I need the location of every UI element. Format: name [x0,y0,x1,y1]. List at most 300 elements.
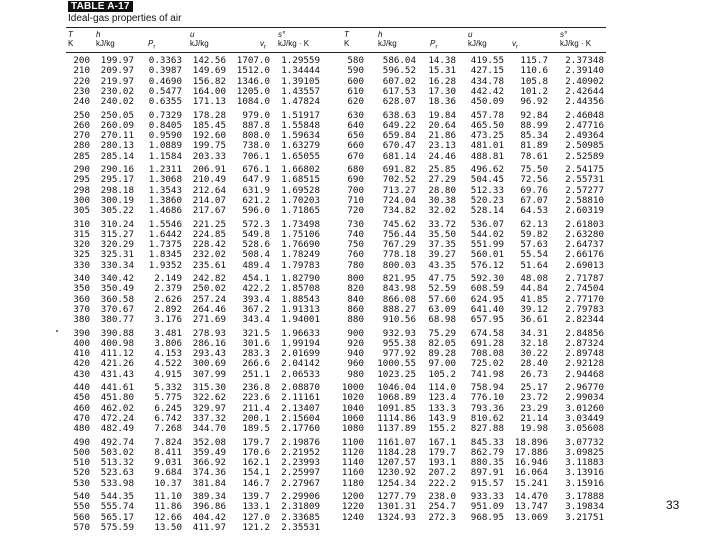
cell-Pr: 1.3068 [148,174,182,186]
cell-h: 691.82 [382,164,416,176]
cell-Pr: 32.02 [428,205,456,217]
cell-vr: 110.6 [520,65,548,77]
cell-u: 210.49 [192,174,226,186]
cell-T: 400 [73,337,90,349]
cell-vr: 343.4 [242,314,270,326]
cell-T: 720 [347,205,364,217]
cell-s0: 3.19834 [565,501,604,513]
cell-u: 496.62 [470,164,504,176]
cell-Pr: 6.742 [154,412,182,424]
cell-T: 315 [73,228,90,240]
cell-u: 149.69 [192,65,226,77]
cell-T: 240 [73,96,90,108]
cell-s0: 1.63279 [281,140,320,152]
cell-h: 400.98 [100,337,134,349]
cell-vr: 69.76 [520,184,548,196]
cell-T: 880 [347,314,364,326]
cell-s0: 2.66176 [565,249,604,261]
cell-u: 286.16 [192,337,226,349]
cell-T: 750 [347,239,364,251]
cell-h: 638.63 [382,109,416,121]
cell-vr: 596.0 [242,205,270,217]
cell-h: 340.42 [100,273,134,285]
cell-Pr: 105.2 [428,368,456,380]
cell-u: 845.33 [470,436,504,448]
cell-T: 210 [73,65,90,77]
cell-Pr: 19.84 [428,109,456,121]
cell-T: 200 [73,55,90,66]
cell-h: 932.93 [382,327,416,339]
cell-s0: 1.75106 [281,228,320,240]
cell-Pr: 1.9352 [148,259,182,271]
cell-vr: 422.2 [242,283,270,295]
cell-Pr: 2.892 [154,303,182,315]
cell-vr: 59.82 [520,228,548,240]
cell-s0: 2.44356 [565,96,604,108]
cell-s0: 1.43557 [281,85,320,97]
cell-h: 350.49 [100,283,134,295]
cell-Pr: 2.379 [154,283,182,295]
cell-u: 536.07 [470,218,504,230]
cell-T: 590 [347,65,364,77]
cell-u: 641.40 [470,303,504,315]
cell-Pr: 15.31 [428,65,456,77]
cell-u: 329.97 [192,402,226,414]
cell-u: 488.81 [470,150,504,162]
cell-vr: 1084.0 [236,96,270,108]
cell-s0: 1.69528 [281,184,320,196]
cell-s0: 2.87324 [565,337,604,349]
cell-Pr: 37.35 [428,239,456,251]
cell-s0: 2.99034 [565,392,604,404]
cell-vr: 28.40 [520,358,548,370]
header-s0-left: s° kJ/kg · K [278,30,310,48]
cell-u: 576.12 [470,259,504,271]
cell-h: 1046.04 [377,382,416,394]
cell-u: 457.78 [470,109,504,121]
cell-vr: 631.9 [242,184,270,196]
cell-T: 1200 [341,491,364,503]
cell-T: 1220 [341,501,364,513]
header-Pr-left: $P_r$ [148,39,156,51]
cell-s0: 2.63280 [565,228,604,240]
cell-T: 730 [347,218,364,230]
cell-T: 1040 [341,402,364,414]
cell-s0: 3.11883 [565,457,604,469]
cell-u: 337.32 [192,412,226,424]
cell-s0: 2.61803 [565,218,604,230]
cell-Pr: 43.35 [428,259,456,271]
cell-s0: 2.55731 [565,174,604,186]
cell-vr: 1707.0 [236,55,270,66]
cell-h: 421.26 [100,358,134,370]
cell-T: 620 [347,96,364,108]
cell-h: 575.59 [100,521,134,533]
cell-h: 298.18 [100,184,134,196]
cell-vr: 19.98 [520,423,548,435]
cell-T: 940 [347,348,364,360]
cell-T: 360 [73,293,90,305]
cell-s0: 2.89748 [565,348,604,360]
cell-Pr: 238.0 [428,491,456,503]
header-bottom-rule [66,52,606,53]
cell-vr: 676.1 [242,164,270,176]
cell-Pr: 39.27 [428,249,456,261]
cell-T: 1180 [341,477,364,489]
cell-vr: 64.53 [520,205,548,217]
cell-T: 250 [73,109,90,121]
cell-u: 608.59 [470,283,504,295]
cell-h: 1137.89 [377,423,416,435]
cell-u: 156.82 [192,75,226,87]
cell-s0: 1.85708 [281,283,320,295]
cell-Pr: 52.59 [428,283,456,295]
cell-Pr: 123.4 [428,392,456,404]
cell-h: 734.82 [382,205,416,217]
cell-vr: 393.4 [242,293,270,305]
cell-Pr: 155.2 [428,423,456,435]
cell-u: 434.78 [470,75,504,87]
cell-s0: 2.35531 [281,521,320,533]
cell-h: 482.49 [100,423,134,435]
cell-u: 381.84 [192,477,226,489]
cell-vr: 78.61 [520,150,548,162]
cell-T: 570 [73,521,90,533]
cell-T: 610 [347,85,364,97]
cell-u: 897.91 [470,467,504,479]
cell-s0: 2.84856 [565,327,604,339]
cell-T: 305 [73,205,90,217]
cell-u: 450.09 [470,96,504,108]
cell-Pr: 114.0 [428,382,456,394]
cell-T: 960 [347,358,364,370]
cell-s0: 2.58810 [565,194,604,206]
cell-s0: 3.09825 [565,446,604,458]
header-vr-right: $v_r$ [512,39,518,51]
cell-h: 285.14 [100,150,134,162]
header-Pr-right: $P_r$ [430,39,438,51]
cell-T: 690 [347,174,364,186]
cell-u: 300.69 [192,358,226,370]
cell-s0: 2.27967 [281,477,320,489]
cell-Pr: 2.149 [154,273,182,285]
cell-vr: 105.8 [520,75,548,87]
cell-vr: 179.7 [242,436,270,448]
cell-Pr: 254.7 [428,501,456,513]
cell-vr: 887.8 [242,119,270,131]
cell-u: 465.50 [470,119,504,131]
cell-h: 260.09 [100,119,134,131]
cell-s0: 3.13916 [565,467,604,479]
cell-s0: 2.15604 [281,412,320,424]
cell-s0: 1.55848 [281,119,320,131]
cell-vr: 101.2 [520,85,548,97]
cell-s0: 2.13407 [281,402,320,414]
cell-u: 951.09 [470,501,504,513]
cell-u: 810.62 [470,412,504,424]
cell-Pr: 68.98 [428,314,456,326]
cell-Pr: 28.80 [428,184,456,196]
cell-vr: 36.61 [520,314,548,326]
cell-h: 240.02 [100,96,134,108]
cell-vr: 13.069 [514,511,548,523]
cell-h: 866.08 [382,293,416,305]
cell-s0: 2.39140 [565,65,604,77]
cell-h: 713.27 [382,184,416,196]
cell-u: 404.42 [192,511,226,523]
cell-vr: 14.470 [514,491,548,503]
cell-Pr: 10.37 [154,477,182,489]
cell-T: 650 [347,130,364,142]
column-vr-left [228,56,270,533]
cell-T: 450 [73,392,90,404]
cell-vr: 75.50 [520,164,548,176]
cell-T: 510 [73,457,90,469]
scan-speck [56,330,58,332]
cell-h: 250.05 [100,109,134,121]
cell-s0: 1.29559 [281,55,320,66]
cell-s0: 2.60319 [565,205,604,217]
cell-vr: 115.7 [520,55,548,66]
cell-Pr: 0.3987 [148,65,182,77]
cell-u: 322.62 [192,392,226,404]
cell-h: 888.27 [382,303,416,315]
cell-vr: 979.0 [242,109,270,121]
cell-T: 980 [347,368,364,380]
cell-s0: 1.59634 [281,130,320,142]
cell-h: 270.11 [100,130,134,142]
cell-s0: 2.29906 [281,491,320,503]
cell-Pr: 24.46 [428,150,456,162]
cell-vr: 1512.0 [236,65,270,77]
cell-T: 740 [347,228,364,240]
cell-vr: 44.84 [520,283,548,295]
cell-h: 1254.34 [377,477,416,489]
cell-h: 724.04 [382,194,416,206]
cell-Pr: 3.176 [154,314,182,326]
cell-Pr: 75.29 [428,327,456,339]
cell-h: 330.34 [100,259,134,271]
cell-u: 758.94 [470,382,504,394]
cell-s0: 1.82790 [281,273,320,285]
header-T-right: T K [344,30,350,48]
cell-T: 310 [73,218,90,230]
cell-vr: 67.07 [520,194,548,206]
cell-Pr: 89.28 [428,348,456,360]
cell-s0: 2.69013 [565,259,604,271]
cell-h: 390.88 [100,327,134,339]
cell-h: 320.29 [100,239,134,251]
cell-s0: 2.08870 [281,382,320,394]
cell-h: 199.97 [100,55,134,66]
cell-vr: 146.7 [242,477,270,489]
cell-u: 214.07 [192,194,226,206]
cell-u: 504.45 [470,174,504,186]
cell-u: 278.93 [192,327,226,339]
cell-Pr: 1.6442 [148,228,182,240]
cell-vr: 154.1 [242,467,270,479]
cell-s0: 1.65055 [281,150,320,162]
cell-h: 523.63 [100,467,134,479]
header-vr-left: $v_r$ [260,39,266,51]
cell-u: 396.86 [192,501,226,513]
cell-u: 880.35 [470,457,504,469]
header-h-right: h kJ/kg [378,30,397,48]
cell-T: 295 [73,174,90,186]
cell-T: 670 [347,150,364,162]
cell-Pr: 35.50 [428,228,456,240]
cell-s0: 2.06533 [281,368,320,380]
cell-h: 1301.31 [377,501,416,513]
cell-vr: 170.6 [242,446,270,458]
cell-Pr: 57.60 [428,293,456,305]
cell-Pr: 25.85 [428,164,456,176]
cell-T: 1060 [341,412,364,424]
cell-h: 300.19 [100,194,134,206]
cell-u: 178.28 [192,109,226,121]
cell-s0: 1.47824 [281,96,320,108]
cell-vr: 189.5 [242,423,270,435]
cell-T: 800 [347,273,364,285]
cell-T: 490 [73,436,90,448]
cell-u: 560.01 [470,249,504,261]
cell-u: 592.30 [470,273,504,285]
cell-vr: 133.1 [242,501,270,513]
cell-u: 264.46 [192,303,226,315]
cell-vr: 738.0 [242,140,270,152]
cell-Pr: 179.7 [428,446,456,458]
table-title: TABLE A-17 [68,1,133,12]
cell-T: 580 [347,55,364,66]
cell-h: 209.97 [100,65,134,77]
cell-s0: 2.52589 [565,150,604,162]
cell-u: 142.56 [192,55,226,66]
cell-vr: 81.89 [520,140,548,152]
cell-u: 442.42 [470,85,504,97]
cell-u: 933.33 [470,491,504,503]
cell-u: 315.30 [192,382,226,394]
cell-u: 473.25 [470,130,504,142]
cell-h: 503.02 [100,446,134,458]
cell-Pr: 97.00 [428,358,456,370]
cell-s0: 1.73498 [281,218,320,230]
cell-T: 640 [347,119,364,131]
cell-u: 827.88 [470,423,504,435]
cell-u: 206.91 [192,164,226,176]
cell-vr: 211.4 [242,402,270,414]
cell-s0: 2.71787 [565,273,604,285]
cell-Pr: 30.38 [428,194,456,206]
cell-h: 843.98 [382,283,416,295]
cell-vr: 23.29 [520,402,548,414]
cell-u: 674.58 [470,327,504,339]
cell-h: 431.43 [100,368,134,380]
cell-h: 1091.85 [377,402,416,414]
cell-h: 411.12 [100,348,134,360]
column-Pr-right [416,56,456,523]
cell-vr: 162.1 [242,457,270,469]
cell-h: 441.61 [100,382,134,394]
cell-vr: 454.1 [242,273,270,285]
cell-h: 955.38 [382,337,416,349]
cell-vr: 62.13 [520,218,548,230]
cell-s0: 3.21751 [565,511,604,523]
cell-s0: 2.50985 [565,140,604,152]
cell-h: 544.35 [100,491,134,503]
cell-u: 307.99 [192,368,226,380]
cell-s0: 3.17888 [565,491,604,503]
cell-h: 628.07 [382,96,416,108]
cell-Pr: 1.5546 [148,218,182,230]
cell-s0: 2.37348 [565,55,604,66]
cell-h: 1023.25 [377,368,416,380]
cell-Pr: 0.4690 [148,75,182,87]
cell-T: 550 [73,501,90,513]
cell-vr: 572.3 [242,218,270,230]
cell-s0: 1.79783 [281,259,320,271]
cell-h: 821.95 [382,273,416,285]
cell-u: 192.60 [192,130,226,142]
cell-T: 1140 [341,457,364,469]
cell-u: 374.36 [192,467,226,479]
cell-u: 691.28 [470,337,504,349]
cell-Pr: 11.86 [154,501,182,513]
table-subtitle: Ideal-gas properties of air [68,13,182,24]
cell-Pr: 1.0889 [148,140,182,152]
cell-vr: 39.12 [520,303,548,315]
cell-vr: 25.17 [520,382,548,394]
cell-s0: 2.46048 [565,109,604,121]
cell-h: 586.04 [382,55,416,66]
cell-Pr: 3.806 [154,337,182,349]
cell-T: 700 [347,184,364,196]
cell-s0: 1.99194 [281,337,320,349]
cell-vr: 32.18 [520,337,548,349]
cell-h: 219.97 [100,75,134,87]
cell-u: 481.01 [470,140,504,152]
cell-vr: 508.4 [242,249,270,261]
cell-Pr: 17.30 [428,85,456,97]
cell-u: 228.42 [192,239,226,251]
cell-s0: 2.82344 [565,314,604,326]
cell-u: 235.61 [192,259,226,271]
cell-vr: 51.64 [520,259,548,271]
cell-s0: 2.40902 [565,75,604,87]
cell-T: 320 [73,239,90,251]
cell-u: 708.08 [470,348,504,360]
header-h-left: h kJ/kg [96,30,115,48]
cell-vr: 72.56 [520,174,548,186]
cell-vr: 13.747 [514,501,548,513]
cell-u: 359.49 [192,446,226,458]
cell-u: 164.00 [192,85,226,97]
cell-h: 1324.93 [377,511,416,523]
cell-Pr: 222.2 [428,477,456,489]
cell-Pr: 7.824 [154,436,182,448]
cell-T: 300 [73,194,90,206]
cell-s0: 2.01699 [281,348,320,360]
cell-T: 1100 [341,436,364,448]
cell-Pr: 4.522 [154,358,182,370]
cell-h: 977.92 [382,348,416,360]
cell-h: 596.52 [382,65,416,77]
cell-u: 915.57 [470,477,504,489]
cell-Pr: 27.29 [428,174,456,186]
cell-h: 370.67 [100,303,134,315]
cell-T: 1160 [341,467,364,479]
cell-s0: 3.15916 [565,477,604,489]
cell-u: 968.95 [470,511,504,523]
